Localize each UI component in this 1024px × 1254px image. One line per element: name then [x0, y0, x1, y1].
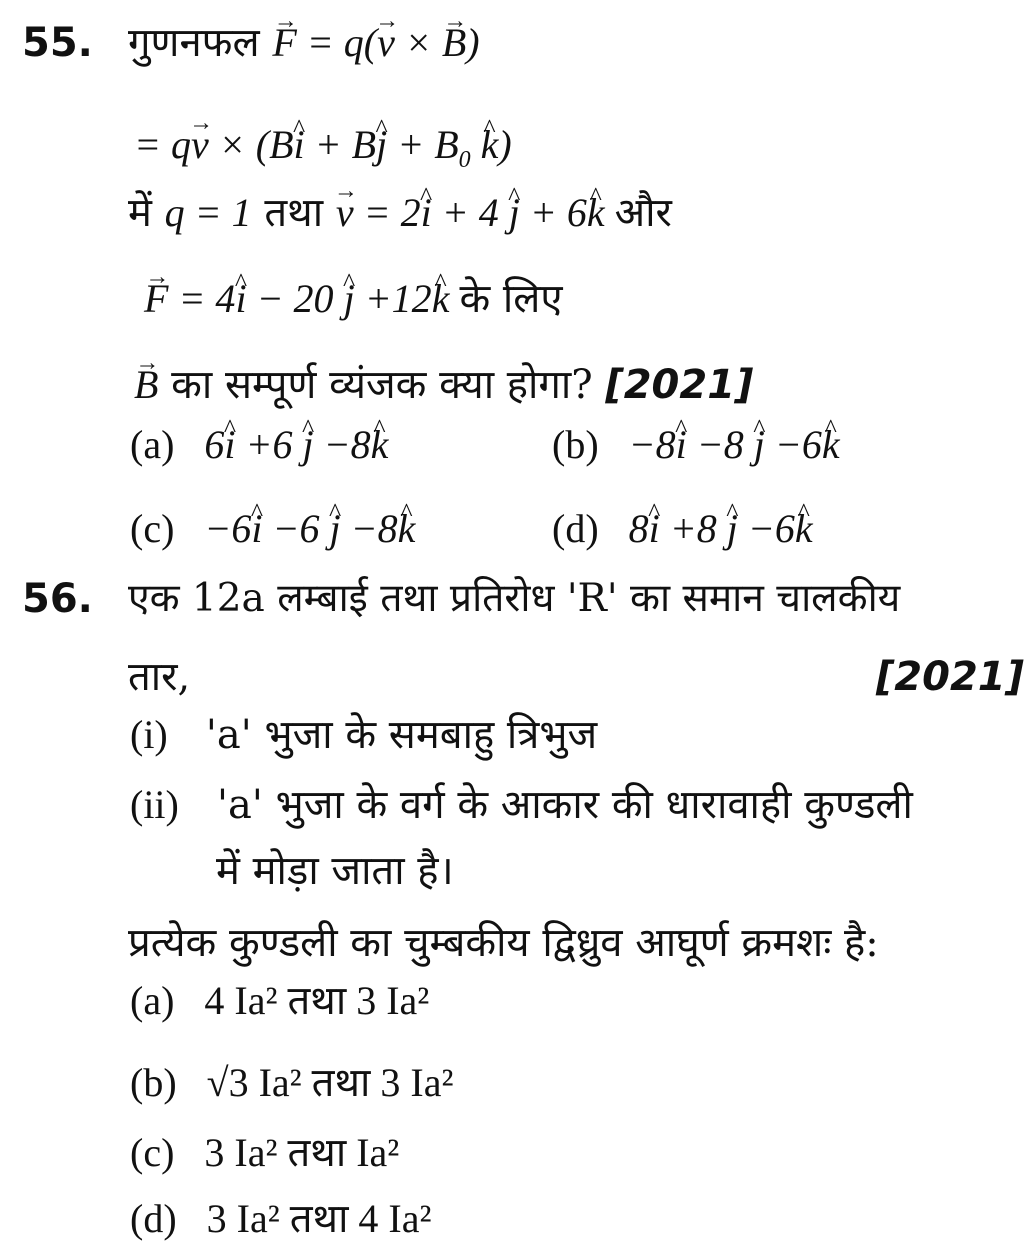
- option-label: (d): [552, 506, 599, 551]
- hat-i: ^ i: [676, 422, 687, 468]
- q55-q-value: q = 1: [164, 190, 252, 235]
- q56-line2: तार,: [128, 654, 191, 700]
- hat-k: ^ k: [371, 422, 389, 468]
- q56-sub-i: [130, 712, 597, 758]
- hat-j: ^ j: [509, 190, 520, 236]
- q56-option-c[interactable]: [130, 1130, 399, 1176]
- q55-line3: [128, 190, 672, 236]
- q55-product-expression: → F = q(→ v × → B): [272, 20, 479, 65]
- option-value: √3 Ia² तथा 3 Ia²: [206, 1060, 454, 1105]
- q55-F-value: → F = 4^ i − 20 ^ j +12^ k: [144, 276, 459, 321]
- hat-i: ^ i: [294, 122, 305, 168]
- sub-label: (ii): [130, 782, 179, 827]
- q55-expansion: = q→ v × (B^ i + B^ $j + B_0$ ^ k): [134, 122, 512, 183]
- option-label: (b): [552, 422, 599, 467]
- hat-j: ^ j: [376, 122, 387, 168]
- q55-option-a[interactable]: [130, 422, 388, 468]
- option-label: (c): [130, 506, 175, 551]
- hat-i: ^ i: [649, 506, 660, 552]
- hat-j: ^ j: [727, 506, 738, 552]
- q55-option-c[interactable]: [130, 506, 415, 552]
- question-55-number: 55.: [22, 20, 93, 66]
- sub-label: (i): [130, 712, 168, 757]
- option-label: (b): [130, 1060, 177, 1105]
- option-value: −6^ i −6 ^ j −8^ k: [204, 506, 415, 551]
- hat-j: ^ j: [303, 422, 314, 468]
- q55-question-text: का सम्पूर्ण व्यंजक क्या होगा?: [171, 362, 593, 408]
- question-56-number: 56.: [22, 576, 93, 622]
- q56-option-a[interactable]: [130, 978, 429, 1024]
- q55-v-value: → v = 2^ i + 4 ^ j + 6^ k: [336, 190, 615, 235]
- q56-option-d[interactable]: [130, 1196, 432, 1242]
- hat-i: ^ i: [251, 506, 262, 552]
- q56-question: प्रत्येक कुण्डली का चुम्बकीय द्विध्रुव आघूर्ण क्रमशः है:: [128, 920, 879, 966]
- hat-k: ^ k: [587, 190, 605, 236]
- vector-v-symbol: → v: [336, 190, 354, 236]
- q55-intro: गुणनफल: [128, 20, 260, 66]
- option-label: (a): [130, 422, 175, 467]
- hat-k: ^ k: [822, 422, 840, 468]
- q55-line4: [144, 276, 563, 322]
- hat-k: ^ k: [481, 122, 499, 168]
- hat-i: ^ i: [224, 422, 235, 468]
- vector-v-symbol: → v: [377, 20, 395, 66]
- option-value: −8^ i −8 ^ j −6^ k: [629, 422, 840, 467]
- q55-ke-liye: के लिए: [459, 276, 563, 322]
- option-value: 4 Ia² तथा 3 Ia²: [204, 978, 430, 1023]
- option-value: 6^ i +6 ^ j −8^ k: [204, 422, 388, 467]
- q55-year: [2021]: [605, 362, 754, 408]
- hat-k: ^ k: [432, 276, 450, 322]
- q56-option-b[interactable]: [130, 1060, 453, 1106]
- q55-line5: [134, 362, 753, 408]
- hat-j: ^ j: [754, 422, 765, 468]
- vector-B-symbol: → B: [442, 20, 466, 66]
- vector-B-symbol: → B: [134, 362, 158, 408]
- sub-text: 'a' भुजा के वर्ग के आकार की धारावाही कुण्डली: [217, 782, 913, 828]
- hat-i: ^ i: [235, 276, 246, 322]
- q55-prefix-text: में: [128, 190, 152, 236]
- vector-v-symbol: → v: [191, 122, 209, 168]
- q55-option-d[interactable]: [552, 506, 813, 552]
- hat-i: ^ i: [421, 190, 432, 236]
- q56-year: [2021]: [876, 654, 1024, 700]
- hat-k: ^ k: [795, 506, 813, 552]
- q55-tatha: तथा: [264, 190, 324, 236]
- hat-j: ^ j: [330, 506, 341, 552]
- hat-k: ^ k: [398, 506, 416, 552]
- q56-sub-ii-cont: में मोड़ा जाता है।: [216, 848, 454, 894]
- q55-aur: और: [614, 190, 672, 236]
- sub-text: 'a' भुजा के समबाहु त्रिभुज: [205, 712, 598, 758]
- option-label: (d): [130, 1196, 177, 1241]
- option-value: 8^ i +8 ^ j −6^ k: [629, 506, 813, 551]
- option-value: 3 Ia² तथा 4 Ia²: [206, 1196, 432, 1241]
- option-value: 3 Ia² तथा Ia²: [204, 1130, 400, 1175]
- vector-F-symbol: → F: [144, 276, 168, 322]
- q56-sub-ii: [130, 782, 913, 828]
- q55-line1: [128, 20, 480, 66]
- q56-line1: एक 12a लम्बाई तथा प्रतिरोध 'R' का समान चालकीय: [128, 576, 901, 621]
- vector-F-symbol: → F: [272, 20, 296, 66]
- q55-option-b[interactable]: [552, 422, 840, 468]
- option-label: (c): [130, 1130, 175, 1175]
- option-label: (a): [130, 978, 175, 1023]
- hat-j: ^ j: [344, 276, 355, 322]
